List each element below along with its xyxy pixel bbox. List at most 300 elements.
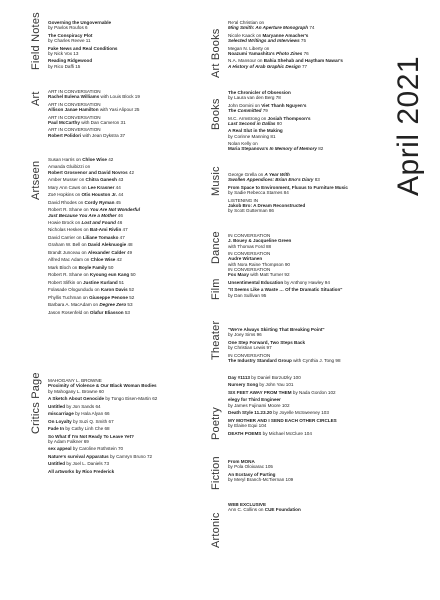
- toc-line: [228, 190, 348, 195]
- toc-line: [48, 250, 140, 255]
- section-label: Artseen: [30, 160, 42, 200]
- toc-text: by Joey Sims 96: [228, 332, 262, 338]
- toc-text: 82: [316, 146, 324, 152]
- toc-line: [228, 134, 323, 139]
- toc-entry: [48, 461, 157, 466]
- toc-line: [48, 469, 157, 474]
- toc-text: Brandt Junceau on: [48, 249, 88, 255]
- toc-line: [48, 419, 157, 424]
- toc-entry: [228, 353, 341, 364]
- toc-line: [48, 295, 140, 300]
- toc-line: [48, 133, 140, 138]
- section-label: Art: [30, 91, 42, 106]
- toc-line: [48, 302, 140, 307]
- toc-entry: [48, 404, 157, 409]
- toc-line: [228, 280, 342, 285]
- toc-entry: [228, 418, 337, 429]
- toc-text: by Joel L. Daniels 73: [65, 461, 110, 467]
- toc-title-text: Swollen Appendices: Brian Eno's Diary: [228, 177, 314, 183]
- toc-text: Folasade Ologundudu on: [48, 287, 101, 293]
- toc-line: [228, 146, 323, 151]
- toc-text: Barbara A. MacAdam on: [48, 302, 100, 308]
- toc-line: [48, 200, 140, 205]
- toc-entry: [48, 185, 140, 190]
- toc-title-text: CUE Foundation: [264, 507, 301, 513]
- section-label: Poetry: [210, 407, 222, 440]
- toc-text: 49: [125, 249, 133, 255]
- section-label: Books: [210, 98, 222, 130]
- toc-line: [48, 272, 140, 277]
- toc-entry: [228, 33, 343, 44]
- toc-text: Amber Musser on: [48, 177, 86, 183]
- toc-entry: [48, 102, 140, 113]
- toc-text: with Yasi Alipour 25: [98, 107, 140, 113]
- toc-text: by Christian Lewis 97: [228, 345, 272, 351]
- toc-entry: [48, 469, 157, 474]
- toc-text: Amanda Gluibizzi on: [48, 164, 91, 170]
- toc-text: Robert Slifkin on: [48, 279, 83, 285]
- toc-line: [228, 108, 323, 113]
- toc-line: [48, 396, 157, 401]
- toc-title-text: Reading Ridgewood: [48, 58, 93, 64]
- toc-entry: [228, 20, 343, 31]
- toc-line: [48, 446, 157, 451]
- section-label: Art Books: [210, 28, 222, 78]
- toc-entry: [228, 472, 293, 483]
- toc-line: [228, 121, 323, 126]
- toc-text: by Sadie Rebecca Starnes 84: [228, 190, 289, 196]
- toc-line: [48, 157, 140, 162]
- toc-entry: [228, 251, 291, 267]
- toc-text: with Cynthia J. Tong 98: [291, 357, 341, 363]
- toc-text: with Louis Block 19: [99, 94, 140, 100]
- toc-title-text: Photo Zines: [276, 50, 303, 56]
- toc-title-text: A Sketch About Genocide: [48, 396, 105, 402]
- toc-text: by Pola Oloixarac 105: [228, 464, 273, 470]
- toc-title-text: A Year With: [264, 172, 290, 177]
- toc-title-text: You Are Not Wonderful: [89, 207, 140, 213]
- toc-text: 44: [116, 192, 124, 198]
- toc-text: by Dan Sullivan 95: [228, 292, 267, 298]
- section-label: Fiction: [210, 456, 222, 490]
- toc-title-text: A History of Arab Graphic Design: [228, 63, 301, 69]
- toc-line: [48, 227, 140, 232]
- toc-entry: [48, 302, 140, 307]
- toc-line: [228, 51, 343, 56]
- toc-title-text: Governing the Ungovernable: [48, 20, 112, 25]
- toc-line: [228, 423, 337, 428]
- toc-entry: [228, 340, 341, 351]
- toc-text: by Mahogany L. Browne 60: [48, 388, 104, 394]
- toc-entry: [48, 46, 117, 57]
- toc-line: [228, 272, 342, 277]
- toc-text: Nicole Kaack on: [228, 32, 263, 38]
- toc-line: [228, 410, 337, 415]
- entries: [48, 89, 140, 140]
- toc-entry: [48, 446, 157, 451]
- toc-text: 50: [106, 264, 114, 270]
- toc-title-text: Selected Writings and Interviews: [228, 38, 300, 44]
- toc-entry: [228, 141, 323, 152]
- toc-line: [228, 464, 293, 469]
- toc-title-text: All artworks by Rico Frederick: [48, 468, 115, 474]
- toc-entry: [48, 157, 140, 162]
- toc-title-text: Fox Maxy: [228, 272, 249, 278]
- toc-line: [228, 431, 337, 436]
- toc-title-text: Josiah Thompson's: [267, 115, 311, 121]
- toc-title-text: Bat-Ami Rivlin: [89, 227, 122, 233]
- toc-title-text: Olafur Eliasson: [89, 309, 124, 315]
- toc-line: [228, 403, 337, 408]
- toc-text: 43: [116, 177, 124, 183]
- toc-entry: [228, 410, 337, 415]
- toc-text: by Michael McClure 104: [261, 430, 312, 436]
- toc-line: [48, 461, 157, 466]
- toc-text: Howie Brock on: [48, 219, 82, 225]
- toc-title-text: Karon Davis: [100, 287, 128, 293]
- toc-title-text: Last Second in Dallas: [228, 120, 276, 126]
- toc-entry: [228, 58, 343, 69]
- toc-title-text: SIX FEET AWAY FROM THEM: [228, 389, 292, 395]
- entries: [228, 459, 293, 485]
- toc-text: by Anthony Hawley 94: [283, 279, 330, 285]
- toc-text: ART IN CONVERSATION: [48, 114, 101, 120]
- toc-text: 50: [129, 272, 136, 278]
- toc-title-text: Fade In: [48, 426, 65, 432]
- toc-line: [48, 220, 140, 225]
- toc-title-text: Day #1113: [228, 375, 250, 380]
- section-label: Theater: [210, 320, 222, 360]
- toc-line: [228, 25, 343, 30]
- toc-text: George Grella on: [228, 172, 265, 177]
- toc-text: by Nick Vox 13: [48, 50, 79, 56]
- toc-line: [228, 38, 343, 43]
- toc-title-text: Bahia Shehab and Haytham Nawar's: [263, 58, 343, 64]
- toc-title-text: Death Style 11.23.20: [228, 410, 272, 416]
- toc-title-text: The Industry Standard Group: [228, 357, 292, 363]
- section-label: Artonic: [210, 512, 222, 548]
- toc-line: [228, 293, 342, 298]
- toc-text: Ann C. Collins on: [228, 507, 265, 513]
- toc-line: [228, 244, 291, 249]
- toc-entry: [228, 390, 337, 395]
- toc-title-text: Audre Wirtanen: [228, 256, 263, 262]
- section-label: Field Notes: [30, 12, 42, 70]
- toc-title-text: From Space to Environment, Fluxus to Furniture Music: [228, 184, 348, 190]
- issue-title: April 2021: [392, 55, 425, 196]
- toc-text: 51: [117, 279, 125, 285]
- toc-text: by Suzi Q. Smith 67: [71, 418, 114, 424]
- toc-line: [228, 64, 343, 69]
- toc-entry: [48, 272, 140, 277]
- entries: [228, 172, 348, 216]
- toc-text: David Rhodes on: [48, 199, 85, 205]
- toc-text: by Corinne Manning 81: [228, 133, 276, 139]
- toc-line: [48, 120, 140, 125]
- toc-text: Phyllis Tuchman on: [48, 294, 90, 300]
- toc-title-text: Justine Kurland: [82, 279, 118, 285]
- toc-text: MAHOGANY L. BROWNE: [48, 378, 102, 383]
- toc-text: 83: [313, 177, 320, 183]
- toc-text: by Laura van den Berg 78: [228, 95, 281, 101]
- toc-title-text: From MONA: [228, 459, 255, 464]
- toc-entry: [48, 207, 140, 218]
- toc-line: [228, 95, 323, 100]
- toc-text: by Daniel Borzutzky 100: [249, 375, 301, 380]
- toc-text: with Matt Turner 92: [248, 272, 290, 278]
- entries: [48, 157, 140, 317]
- toc-line: [228, 345, 341, 350]
- section-label: Critics Page: [30, 372, 42, 434]
- toc-title-text: Robert Polidori: [48, 132, 82, 138]
- toc-text: by Hala Alyan 66: [73, 411, 110, 417]
- toc-entry: [48, 164, 140, 175]
- toc-title-text: One Step Forward, Two Steps Back: [228, 339, 306, 345]
- toc-title-text: J. Bouey & Jacqueline Green: [228, 238, 292, 244]
- toc-text: 77: [300, 63, 308, 69]
- toc-text: by Nada Gordon 102: [291, 389, 336, 395]
- toc-text: 44: [114, 184, 121, 190]
- toc-title-text: "It Seems Like a Waste … Of the Dramatic Situation": [228, 287, 343, 293]
- entries: [228, 327, 341, 365]
- toc-entry: [48, 58, 117, 69]
- entries: [48, 378, 157, 476]
- toc-line: [48, 51, 117, 56]
- toc-title-text: WEB EXCLUSIVE: [228, 502, 267, 507]
- toc-line: [48, 389, 157, 394]
- toc-title-text: Chitra Ganesh: [85, 177, 117, 183]
- toc-text: IN CONVERSATION: [228, 233, 271, 238]
- toc-line: [48, 64, 117, 69]
- toc-entry: [228, 431, 337, 436]
- toc-line: [48, 38, 117, 43]
- toc-entry: [48, 287, 140, 292]
- toc-text: IN CONVERSATION: [228, 352, 271, 358]
- toc-title-text: miscarriage: [48, 411, 74, 417]
- toc-title-text: Lost and Found: [81, 219, 116, 225]
- toc-text: Susan Harris on: [48, 157, 83, 162]
- toc-title-text: Chloe Wise: [82, 157, 107, 162]
- toc-line: [48, 310, 140, 315]
- toc-line: [48, 192, 140, 197]
- toc-text: N.A. Mansour on: [228, 58, 264, 64]
- toc-title-text: Untitled: [48, 403, 66, 409]
- toc-text: Zoë Hopkins on: [48, 192, 82, 198]
- toc-title-text: Cordy Ryman: [84, 199, 115, 205]
- toc-title-text: MY MOTHER AND I SEND EACH OTHER CIRCLES: [228, 417, 337, 423]
- toc-text: 52: [127, 287, 135, 293]
- toc-text: by Meryl Branch-McTiernan 109: [228, 477, 294, 483]
- toc-text: Mark Bloch on: [48, 264, 79, 270]
- toc-text: John Domini on: [228, 102, 262, 108]
- toc-entry: [228, 382, 337, 387]
- toc-entry: [228, 502, 301, 513]
- toc-title-text: Liliane Tomasko: [82, 234, 119, 240]
- toc-title-text: An Ecstasy of Parting: [228, 471, 276, 477]
- toc-title-text: Otis Houston Jr.: [81, 192, 117, 198]
- toc-text: 48: [126, 242, 133, 248]
- toc-title-text: The Committed: [228, 108, 262, 114]
- toc-line: [48, 426, 157, 431]
- toc-title-text: Kyoung eun Kang: [89, 272, 130, 278]
- toc-title-text: Viet Thanh Nguyen's: [261, 102, 307, 108]
- toc-text: Megan N. Liberty on: [228, 45, 270, 51]
- toc-text: 42: [115, 257, 122, 263]
- toc-line: [48, 107, 140, 112]
- toc-title-text: Alexander Calder: [87, 249, 126, 255]
- toc-text: Robert R. Shane on: [48, 207, 90, 213]
- toc-text: Nicholas Heskes on: [48, 227, 90, 233]
- toc-title-text: Chloe Wise: [90, 257, 116, 263]
- toc-text: by Tongo Eisen-Martin 62: [104, 396, 158, 402]
- toc-title-text: Degree Zero: [99, 302, 127, 308]
- entries: [48, 20, 117, 71]
- toc-text: Alfred Mac Adam on: [48, 257, 91, 263]
- toc-title-text: Allison Janae Hamilton: [48, 107, 99, 113]
- toc-entry: [228, 46, 343, 57]
- toc-text: by Camryn Bruno 72: [108, 453, 153, 459]
- toc-entry: [228, 185, 348, 196]
- toc-line: [48, 257, 140, 262]
- toc-text: by Scott Gutterman 86: [228, 208, 274, 214]
- toc-entry: [228, 459, 293, 470]
- toc-text: 53: [126, 302, 133, 308]
- toc-line: [48, 25, 117, 30]
- toc-text: by John Yau 101: [258, 382, 294, 388]
- toc-line: [48, 177, 140, 182]
- toc-entry: [48, 200, 140, 205]
- toc-line: [48, 235, 140, 240]
- toc-entry: [48, 115, 140, 126]
- toc-line: [48, 404, 157, 409]
- toc-text: by Caroline Rothstein 70: [71, 446, 124, 452]
- toc-entry: [48, 250, 140, 255]
- toc-entry: [228, 90, 323, 101]
- toc-text: 74: [308, 25, 315, 31]
- entries: [228, 267, 342, 300]
- toc-line: [48, 94, 140, 99]
- toc-text: 53: [123, 309, 130, 315]
- toc-entry: [228, 287, 342, 298]
- toc-entry: [48, 227, 140, 232]
- toc-entry: [48, 220, 140, 225]
- toc-text: by Rico Daffi 15: [48, 63, 81, 69]
- toc-text: by Jon Sands 64: [65, 403, 101, 409]
- toc-line: [48, 213, 140, 218]
- toc-entry: [48, 295, 140, 300]
- toc-entry: [228, 397, 337, 408]
- toc-title-text: Giuseppe Penone: [89, 294, 128, 300]
- toc-entry: [48, 454, 157, 459]
- toc-text: IN CONVERSATION: [228, 267, 271, 272]
- toc-text: 47: [118, 234, 125, 240]
- toc-title-text: Lee Krasner: [87, 184, 115, 190]
- toc-title-text: David Aleknuogie: [87, 242, 127, 248]
- toc-text: 76: [302, 50, 309, 56]
- toc-line: [228, 208, 348, 213]
- toc-title-text: Nature's survival Apparatus: [48, 453, 109, 459]
- toc-text: 52: [127, 294, 135, 300]
- toc-text: by Pavlos Roufos 6: [48, 25, 88, 31]
- toc-text: with Dan Cameron 31: [79, 119, 126, 125]
- toc-title-text: So What If I'm Not Ready To Leave Yet?: [48, 433, 134, 439]
- toc-entry: [228, 375, 337, 380]
- toc-title-text: elegy for Third Engineer: [228, 397, 281, 403]
- toc-title-text: Robert Grosvenor and David Novros: [48, 169, 128, 175]
- toc-entry: [48, 411, 157, 416]
- toc-title-text: Just Because You Are a Mother: [48, 212, 117, 218]
- toc-text: 46: [116, 212, 123, 218]
- toc-entry: [48, 242, 140, 247]
- toc-title-text: Proximity of Violence & Our Black Woman Bodies: [48, 383, 157, 389]
- toc-line: [228, 477, 293, 482]
- toc-text: by Cathy Linh Che 68: [64, 426, 110, 432]
- toc-text: Mary Ann Caws on: [48, 184, 88, 190]
- toc-text: 80: [275, 120, 282, 126]
- toc-text: 79: [261, 108, 268, 114]
- toc-line: [48, 454, 157, 459]
- toc-entry: [228, 103, 323, 114]
- toc-text: 42: [127, 169, 135, 175]
- toc-text: ART IN CONVERSATION: [48, 89, 101, 94]
- toc-text: LISTENING IN: [228, 197, 259, 203]
- toc-line: [48, 170, 140, 175]
- entries: [228, 502, 301, 515]
- toc-entry: [48, 426, 157, 431]
- toc-title-text: Boyle Family: [78, 264, 107, 270]
- toc-text: with Thomas Ford 88: [228, 243, 272, 249]
- toc-text: Robert R. Shane on: [48, 272, 90, 278]
- toc-entry: [48, 280, 140, 285]
- toc-entry: [48, 127, 140, 138]
- toc-entry: [228, 198, 348, 214]
- toc-entry: [48, 235, 140, 240]
- toc-text: Re'al Christian on: [228, 20, 265, 25]
- toc-text: with Jean Dykstra 37: [81, 132, 126, 138]
- toc-line: [48, 185, 140, 190]
- entries: [228, 233, 291, 269]
- toc-title-text: The Chronicler of Obsession: [228, 90, 291, 95]
- toc-line: [228, 382, 337, 387]
- toc-title-text: Nursery Song: [228, 382, 259, 388]
- toc-title-text: Unsentimental Education: [228, 279, 284, 285]
- toc-entry: [48, 257, 140, 262]
- toc-title-text: On Loyalty: [48, 418, 72, 424]
- toc-entry: [48, 310, 140, 315]
- toc-title-text: Jakob Bro: A Dream Reconstructed: [228, 202, 306, 208]
- toc-title-text: Maryanne Amacher's: [262, 32, 309, 38]
- toc-entry: [228, 128, 323, 139]
- toc-line: [48, 287, 140, 292]
- toc-entry: [228, 116, 323, 127]
- toc-text: 47: [121, 227, 128, 233]
- toc-line: [228, 177, 348, 182]
- toc-text: ART IN CONVERSATION: [48, 127, 101, 133]
- entries: [228, 375, 337, 438]
- section-label: Film: [210, 278, 222, 300]
- toc-title-text: The Conspiracy Plot: [48, 32, 93, 38]
- toc-title-text: Ming Smith: An Aperture Monograph: [228, 25, 309, 31]
- toc-title-text: DEATH POEMS: [228, 430, 262, 436]
- toc-entry: [48, 396, 157, 401]
- toc-text: IN CONVERSATION: [228, 251, 271, 257]
- toc-text: 46: [115, 219, 123, 225]
- toc-text: Nolan Kelly on: [228, 141, 258, 147]
- toc-line: [228, 390, 337, 395]
- toc-text: by Adam Falkner 69: [48, 438, 89, 444]
- toc-entry: [48, 177, 140, 182]
- toc-line: [48, 280, 140, 285]
